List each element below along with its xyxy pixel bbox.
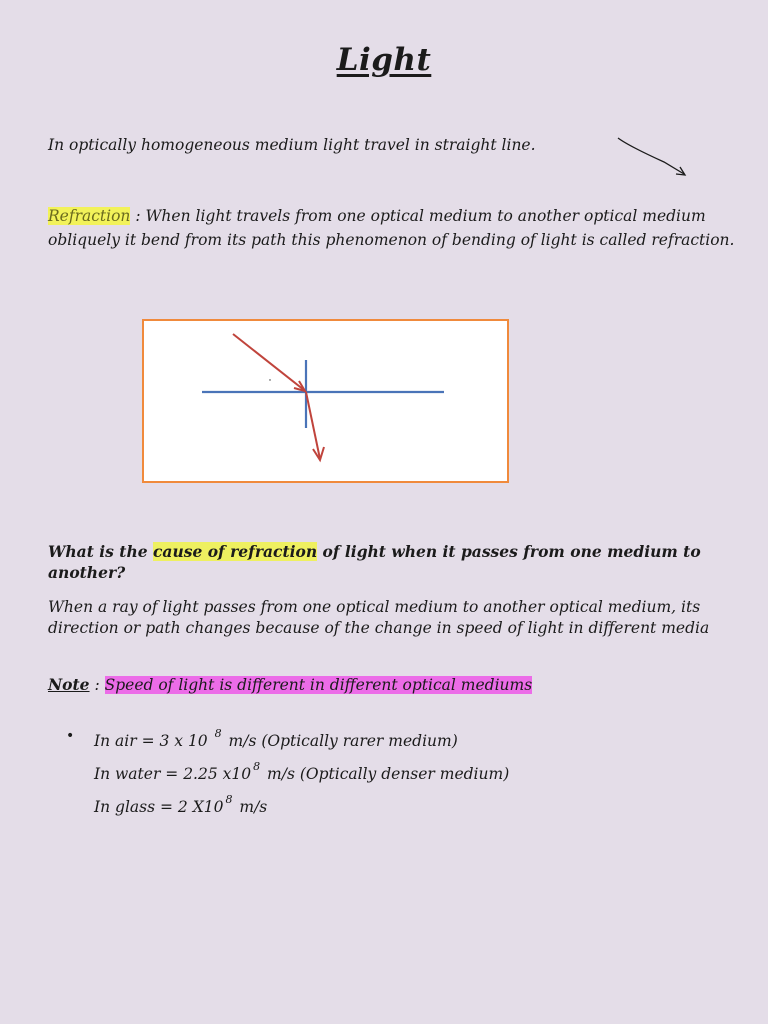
refracted-ray — [306, 392, 320, 459]
question-part2: of light when it passes from one medium to another? — [48, 542, 701, 582]
refraction-diagram — [142, 319, 509, 483]
refraction-text: When light travels from one optical medium to another optical medium obliquely it bend from its path this phenomenon of bending of light is called refraction. — [48, 207, 735, 249]
speed-air-suffix: m/s (Optically rarer medium) — [223, 732, 458, 750]
pointer-arrow-icon — [612, 134, 692, 182]
question-highlight: cause of refraction — [152, 542, 318, 561]
page-title: Light — [336, 42, 432, 78]
answer-paragraph: When a ray of light passes from one optical medium to another optical medium, its direction or path changes because of the change in speed of light in different media — [48, 598, 710, 637]
question-part1: What is the — [48, 542, 153, 561]
speed-air-prefix: In air = 3 x 10 — [94, 732, 213, 750]
refraction-diagram-svg — [144, 321, 507, 481]
incident-ray — [233, 334, 304, 390]
speed-water-prefix: In water = 2.25 x10 — [94, 765, 252, 783]
speed-water — [94, 760, 509, 783]
speed-glass-exponent: 8 — [225, 793, 233, 806]
refraction-separator: : — [130, 207, 146, 225]
note-line — [48, 675, 532, 694]
refraction-definition — [48, 205, 738, 252]
intro-line: In optically homogeneous medium light travel in straight line. — [48, 136, 536, 154]
diagram-dot — [269, 379, 270, 380]
speed-air-exponent: 8 — [214, 727, 222, 740]
speed-water-suffix: m/s (Optically denser medium) — [262, 765, 510, 783]
note-label: Note — [48, 675, 90, 694]
note-separator: : — [89, 676, 105, 694]
bullet-icon: • — [66, 728, 75, 744]
speed-glass — [94, 793, 267, 816]
speed-water-exponent: 8 — [253, 760, 261, 773]
speed-glass-suffix: m/s — [234, 798, 268, 816]
question-heading — [48, 541, 728, 583]
speed-glass-prefix: In glass = 2 X10 — [94, 798, 224, 816]
refraction-term: Refraction — [48, 207, 131, 225]
note-text: Speed of light is different in different optical mediums — [104, 676, 533, 694]
speed-air — [94, 727, 458, 750]
